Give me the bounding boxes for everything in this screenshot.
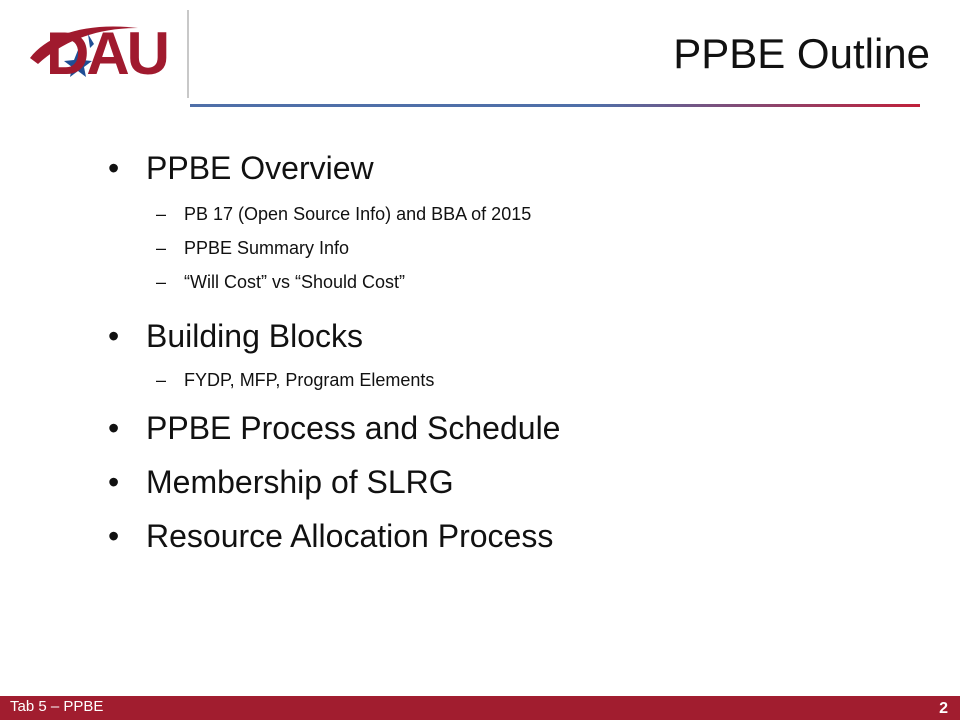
footer-label: Tab 5 – PPBE	[10, 698, 104, 715]
bullet-dot-icon: •	[108, 518, 120, 554]
bullet-label: Membership of SLRG	[146, 464, 454, 500]
title-rule	[190, 104, 920, 107]
dash-icon: –	[156, 204, 167, 224]
bullet-dot-icon: •	[108, 410, 120, 446]
logo-text: DAU	[46, 20, 167, 87]
bullet-item	[100, 316, 900, 356]
bullet-item	[100, 462, 900, 502]
dash-icon: –	[156, 238, 167, 258]
bullet-label: Resource Allocation Process	[146, 518, 554, 554]
sub-item	[100, 366, 900, 394]
logo-divider	[187, 10, 189, 98]
footer-bar	[0, 696, 960, 720]
bullet-label: Building Blocks	[146, 318, 363, 354]
bullet-label: PPBE Overview	[146, 150, 374, 186]
bullet-item	[100, 408, 900, 448]
bullet-label: PPBE Process and Schedule	[146, 410, 561, 446]
page-number: 2	[939, 700, 948, 717]
outline-content	[100, 140, 900, 556]
bullet-dot-icon: •	[108, 150, 120, 186]
bullet-item	[100, 516, 900, 556]
slide-title: PPBE Outline	[673, 30, 930, 77]
sub-item	[100, 200, 900, 228]
bullet-dot-icon: •	[108, 318, 120, 354]
sub-item	[100, 234, 900, 262]
bullet-dot-icon: •	[108, 464, 120, 500]
sub-item-label: PPBE Summary Info	[184, 238, 350, 258]
dau-logo	[28, 14, 168, 94]
sub-item-label: “Will Cost” vs “Should Cost”	[184, 272, 406, 292]
bullet-item	[100, 148, 900, 188]
sub-item-label: FYDP, MFP, Program Elements	[184, 370, 435, 390]
dash-icon: –	[156, 272, 167, 292]
sub-item-label: PB 17 (Open Source Info) and BBA of 2015	[184, 204, 532, 224]
sub-item	[100, 268, 900, 296]
dash-icon: –	[156, 370, 167, 390]
